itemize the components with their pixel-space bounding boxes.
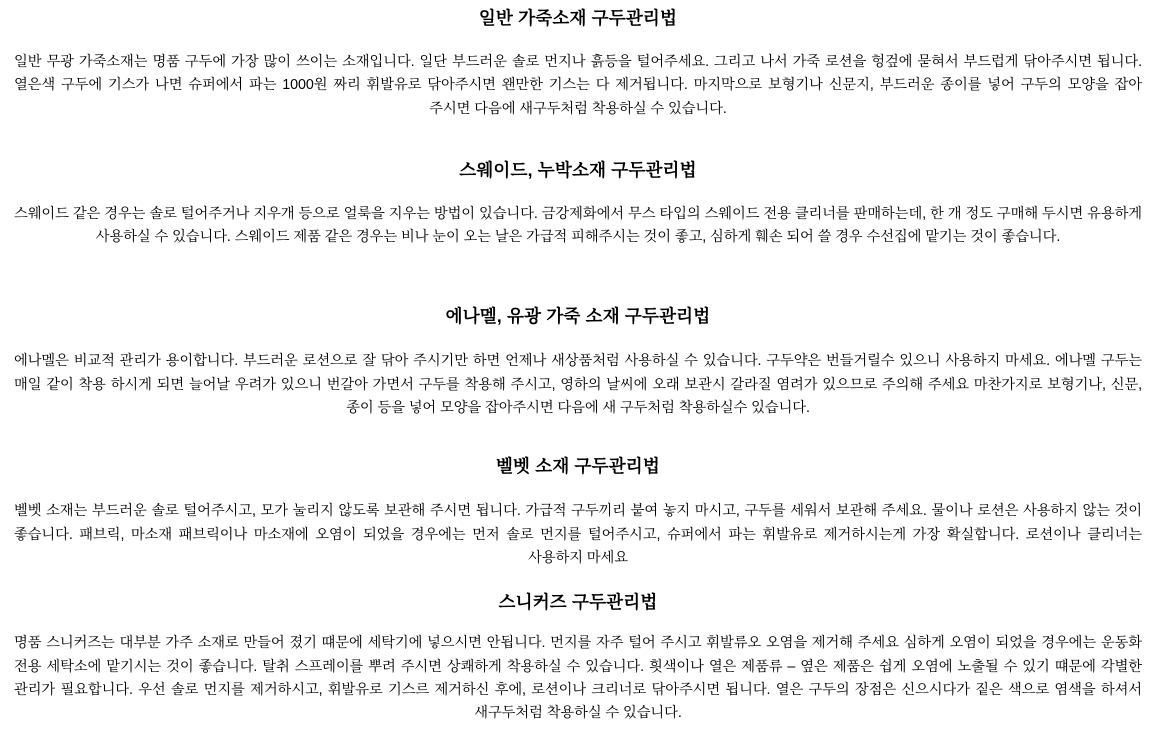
section-body: 에나멜은 비교적 관리가 용이합니다. 부드러운 로션으로 잘 닦아 주시기만 하면 언제나 새상품처럼 사용하실 수 있습니다. 구두약은 번들거릴수 있으니 사용하지 마세요. 에나멜 구두는 매일 같이 착용 하시게 되면 늘어날 우려가 있으니 번갈아 가면서 구두를 착용해 주시고, 영하의 날씨에 오래 보관시 갈라질 염려가 있으므로 주의해 주세요 마찬가지로 보형기나, 신문, 종이 등을 넣어 모양을 잡아주시면 다음에 새 구두처럼 착용하실수 있습니다.	[14, 353, 1142, 417]
section-body: 명품 스니커즈는 대부분 가주 소재로 만들어 졌기 떄문에 세탁기에 넣으시면 안됩니다. 먼지를 자주 털어 주시고 휘발류오 오염을 제거해 주세요 심하게 오염이 되었을 경우에는 운동화 전용 세탁소에 맡기시는 것이 좋습니다. 탈취 스프레이를 뿌려 주시면 상쾌하게 착용하실 수 있습니다. 흿색이나 열은 제품류 – 옆은 제품은 쉽게 오염에 노출될 수 있기 떄문에 각별한 관리가 필요합니다. 우선 솔로 먼지를 제거하시고, 휘발유로 기스르 제거하신 후에, 로션이나 크리너로 닦아주시면 됩니다. 열은 구두의 장점은 신으시다가 짙은 색으로 염색을 하셔서 새구두처럼 착용하실 수 있습니다.	[14, 635, 1142, 722]
section-enamel-glossy	[14, 306, 1142, 420]
section-body: 일반 무광 가죽소재는 명품 구두에 가장 많이 쓰이는 소재입니다. 일단 부드러운 솔로 먼지나 흙등을 털어주세요. 그리고 나서 가죽 로션을 헝겊에 묻혀서 부드럽게 닦아주시면 됩니다. 열은색 구두에 기스가 나면 슈퍼에서 파는 1000원 짜리 휘발유로 닦아주시면 왠만한 기스는 다 제거됩니다. 마지막으로 보형기나 신문지, 부드러운 종이를 넣어 구두의 모양을 잡아 주시면 다음에 새구두처럼 착용하실 수 있습니다.	[14, 54, 1142, 117]
document-page	[0, 8, 1156, 734]
section-leather	[14, 8, 1142, 121]
section-suede-nubuck	[14, 160, 1142, 250]
section-sneakers	[14, 592, 1142, 725]
section-velvet	[14, 456, 1142, 570]
section-body: 벨벳 소재는 부드러운 솔로 털어주시고, 모가 눌리지 않도록 보관해 주시면 됩니다. 가급적 구두끼리 붙여 놓지 마시고, 구두를 세워서 보관해 주세요. 물이나 로션은 사용하지 않는 것이 좋습니다. 패브릭, 마소재 패브릭이나 마소재에 오염이 되었을 경우에는 먼저 솔로 먼지를 털어주시고, 슈퍼에서 파는 휘발유로 제거하시는게 가장 확실합니다. 로션이나 클리너는 사용하지 마세요	[14, 503, 1142, 566]
section-title: 스니커즈 구두관리법	[498, 592, 658, 613]
section-title: 벨벳 소재 구두관리법	[495, 456, 661, 477]
section-title: 일반 가죽소재 구두관리법	[478, 8, 678, 28]
section-title: 에나멜, 유광 가죽 소재 구두관리법	[445, 306, 711, 327]
section-body: 스웨이드 같은 경우는 솔로 털어주거나 지우개 등으로 얼룩을 지우는 방법이 있습니다. 금강제화에서 무스 타입의 스웨이드 전용 클리너를 판매하는데, 한 개 정도 구매해 두시면 유용하게 사용하실 수 있습니다. 스웨이드 제품 같은 경우는 비나 눈이 오는 날은 가급적 피해주시는 것이 좋고, 심하게 훼손 되어 쓸 경우 수선집에 맡기는 것이 좋습니다.	[14, 205, 1142, 246]
section-title: 스웨이드, 누박소재 구두관리법	[459, 159, 697, 180]
